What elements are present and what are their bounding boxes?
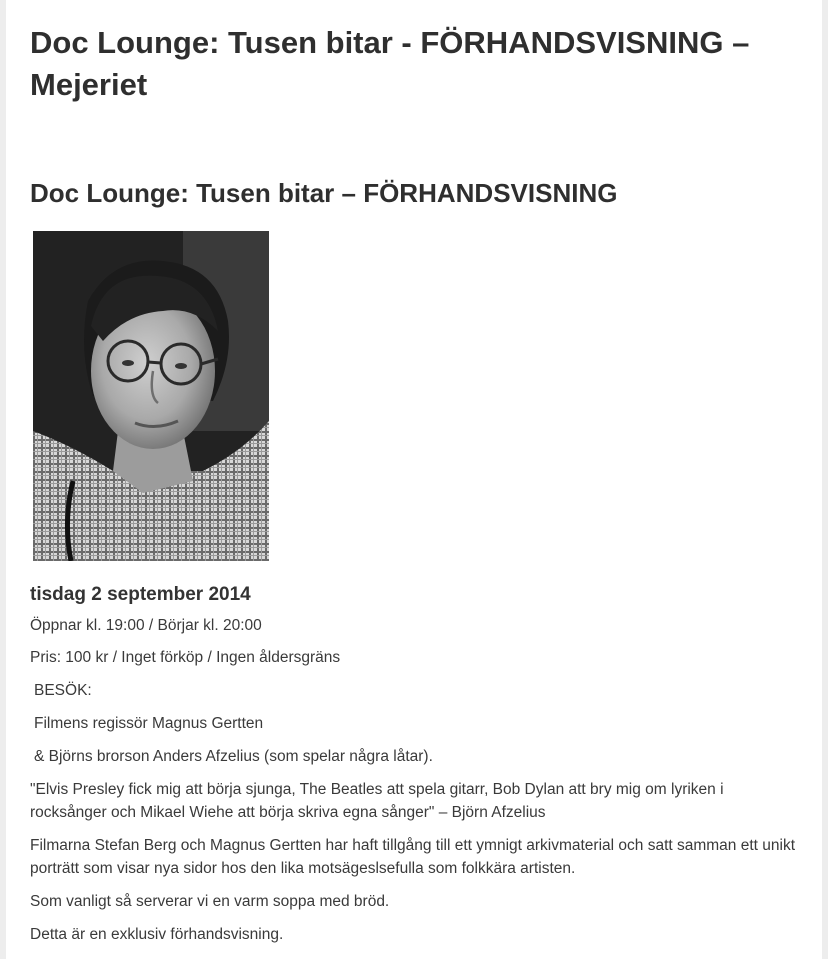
visit-nephew: & Björns brorson Anders Afzelius (som spelar några låtar). bbox=[34, 748, 433, 765]
event-details bbox=[30, 583, 800, 956]
portrait-photo bbox=[33, 231, 269, 561]
quote-paragraph: "Elvis Presley fick mig att börja sjunga, The Beatles att spela gitarr, Bob Dylan att bry mig om lyriken i rocksånger och Mikael Wiehe att börja skriva egna sånger" – Björn Afzelius bbox=[30, 781, 724, 821]
visit-heading: BESÖK: bbox=[34, 682, 92, 699]
soup-paragraph: Som vanligt så serverar vi en varm soppa med bröd. bbox=[30, 893, 390, 910]
exclusive-paragraph: Detta är en exklusiv förhandsvisning. bbox=[30, 926, 284, 943]
article bbox=[30, 22, 800, 943]
event-price: Pris: 100 kr / Inget förköp / Ingen åldersgräns bbox=[30, 649, 341, 666]
portrait-illustration bbox=[33, 231, 269, 561]
visit-director: Filmens regissör Magnus Gertten bbox=[34, 715, 264, 732]
page bbox=[6, 0, 822, 959]
event-date: tisdag 2 september 2014 bbox=[30, 584, 251, 605]
page-title: Doc Lounge: Tusen bitar - FÖRHANDSVISNING – Mejeriet bbox=[30, 25, 750, 102]
event-times: Öppnar kl. 19:00 / Börjar kl. 20:00 bbox=[30, 617, 262, 634]
description-paragraph: Filmarna Stefan Berg och Magnus Gertten har haft tillgång till ett ymnigt arkivmaterial och satt samman ett unikt porträtt som visar nya sidor hos den lika motsägeslsefulla som folkkära artisten. bbox=[30, 837, 796, 877]
event-subtitle: Doc Lounge: Tusen bitar – FÖRHANDSVISNING bbox=[30, 178, 618, 208]
